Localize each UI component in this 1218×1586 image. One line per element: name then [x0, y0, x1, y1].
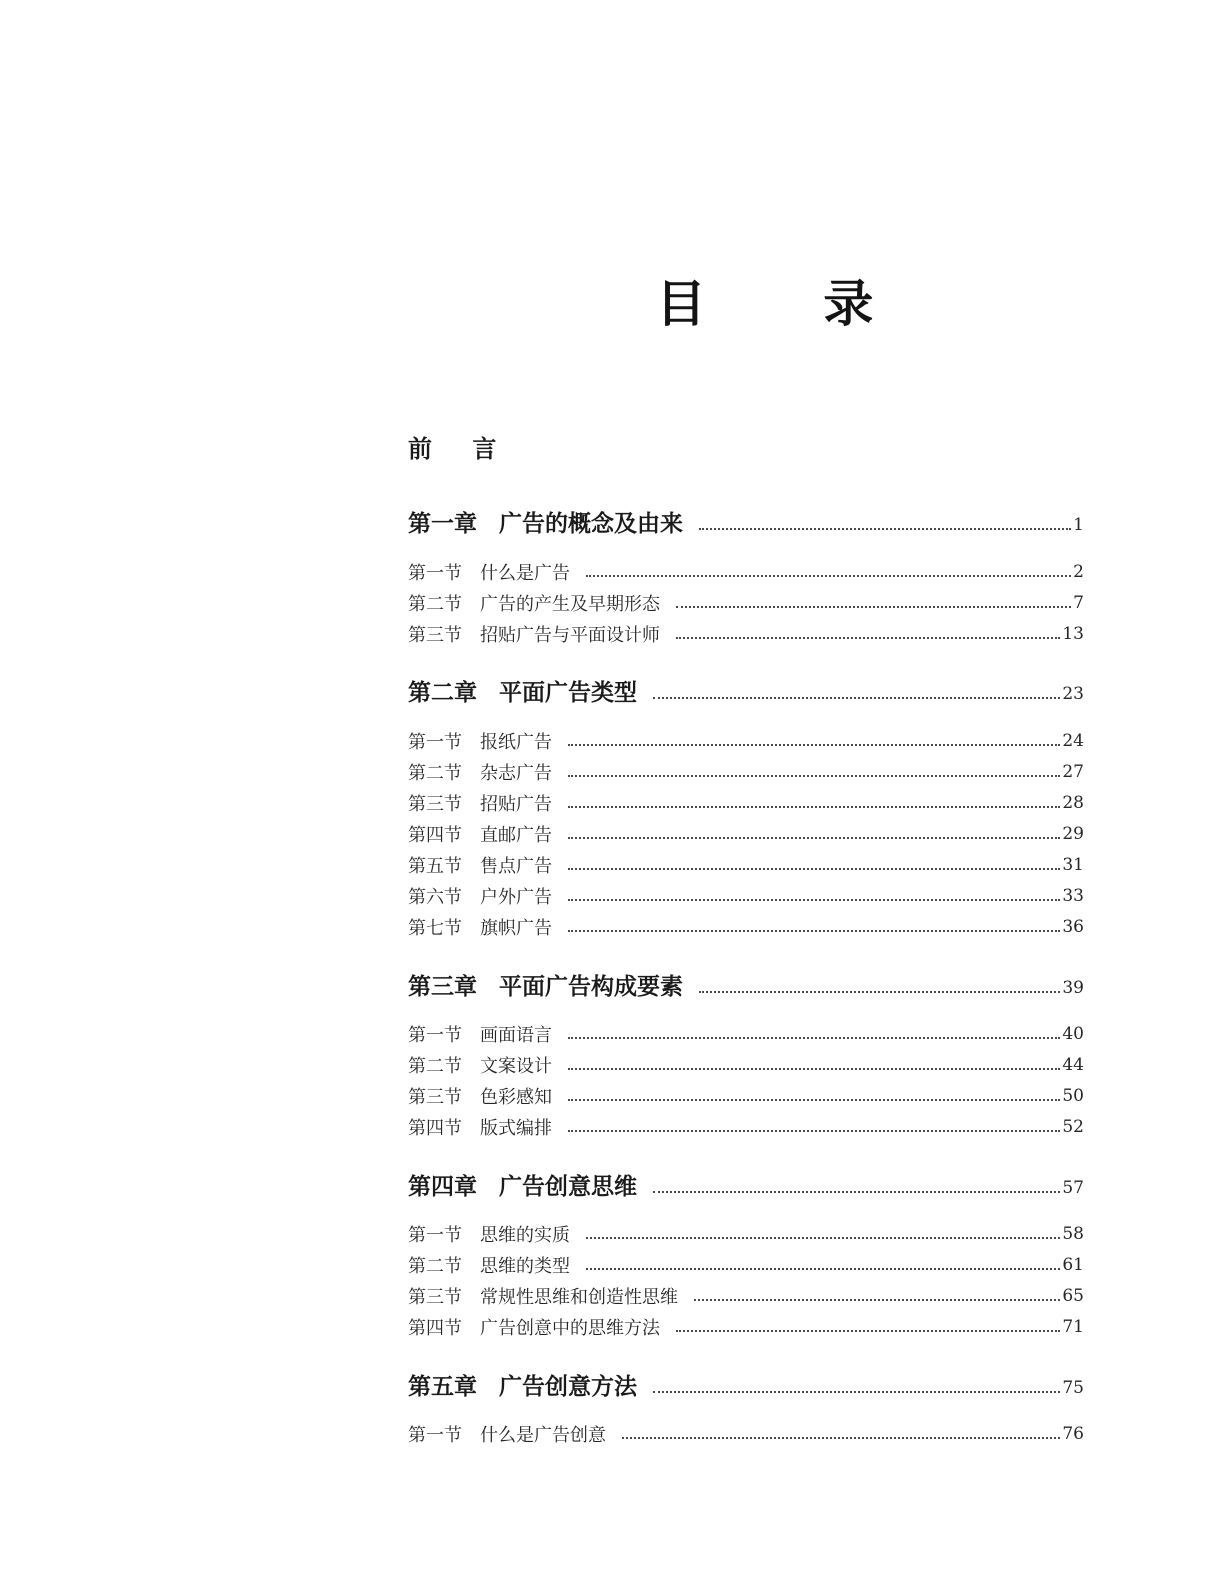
dot-leader [568, 775, 1060, 777]
page-number: 29 [1062, 824, 1084, 844]
toc-section-2-5[interactable] [408, 852, 1084, 878]
page-number: 2 [1073, 562, 1084, 582]
page-number: 39 [1062, 978, 1084, 998]
section-number: 第一节 [408, 1425, 462, 1446]
toc-section-1-2[interactable] [408, 590, 1084, 616]
section-title: 常规性思维和创造性思维 [480, 1287, 678, 1308]
dot-leader [568, 806, 1060, 808]
chapter-number: 第一章 [408, 510, 477, 537]
section-number: 第四节 [408, 1118, 462, 1139]
toc-section-2-7[interactable] [408, 914, 1084, 940]
dot-leader [586, 1237, 1060, 1239]
toc-section-2-1[interactable] [408, 728, 1084, 754]
page-number: 13 [1062, 624, 1084, 644]
section-number: 第一节 [408, 563, 462, 584]
section-number: 第四节 [408, 825, 462, 846]
section-number: 第二节 [408, 1056, 462, 1077]
page-number: 57 [1062, 1178, 1084, 1198]
dot-leader [568, 1130, 1060, 1132]
page-number: 76 [1062, 1424, 1084, 1444]
dot-leader [699, 991, 1060, 993]
toc-chapter-3[interactable] [408, 967, 1084, 1001]
chapter-number: 第四章 [408, 1173, 477, 1200]
toc-section-2-4[interactable] [408, 821, 1084, 847]
section-title: 户外广告 [480, 887, 552, 908]
toc-section-2-2[interactable] [408, 759, 1084, 785]
section-number: 第二节 [408, 1256, 462, 1277]
dot-leader [568, 899, 1060, 901]
section-number: 第二节 [408, 594, 462, 615]
chapter-title: 广告创意思维 [499, 1173, 637, 1200]
dot-leader [568, 1037, 1060, 1039]
dot-leader [676, 606, 1071, 608]
dot-leader [653, 697, 1060, 699]
dot-leader [676, 1330, 1060, 1332]
chapter-number: 第二章 [408, 679, 477, 706]
toc-chapter-1[interactable] [408, 504, 1084, 538]
toc-section-4-2[interactable] [408, 1252, 1084, 1278]
section-title: 广告创意中的思维方法 [480, 1318, 660, 1339]
section-number: 第二节 [408, 763, 462, 784]
toc-chapter-2[interactable] [408, 673, 1084, 707]
dot-leader [653, 1191, 1060, 1193]
toc-section-4-1[interactable] [408, 1221, 1084, 1247]
toc-section-3-2[interactable] [408, 1052, 1084, 1078]
dot-leader [694, 1299, 1060, 1301]
dot-leader [653, 1391, 1060, 1393]
toc-section-1-1[interactable] [408, 559, 1084, 585]
section-title: 版式编排 [480, 1118, 552, 1139]
chapter-title: 广告的概念及由来 [499, 510, 683, 537]
dot-leader [586, 575, 1071, 577]
page-number: 65 [1062, 1286, 1084, 1306]
page-number: 44 [1062, 1055, 1084, 1075]
toc-section-2-3[interactable] [408, 790, 1084, 816]
toc-section-4-3[interactable] [408, 1283, 1084, 1309]
section-title: 色彩感知 [480, 1087, 552, 1108]
section-title: 思维的实质 [480, 1225, 570, 1246]
toc-section-5-1[interactable] [408, 1421, 1084, 1447]
page-number: 31 [1062, 855, 1084, 875]
section-number: 第一节 [408, 1225, 462, 1246]
toc-section-3-3[interactable] [408, 1083, 1084, 1109]
chapter-number: 第三章 [408, 973, 477, 1000]
section-number: 第三节 [408, 1287, 462, 1308]
page-number: 24 [1062, 731, 1084, 751]
dot-leader [568, 1068, 1060, 1070]
toc-entry-preface[interactable]: 前 言 [408, 433, 513, 463]
dot-leader [699, 528, 1071, 530]
section-title: 广告的产生及早期形态 [480, 594, 660, 615]
chapter-title: 平面广告类型 [499, 679, 637, 706]
section-title: 售点广告 [480, 856, 552, 877]
dot-leader [568, 744, 1060, 746]
toc-section-3-1[interactable] [408, 1021, 1084, 1047]
section-number: 第一节 [408, 1025, 462, 1046]
section-title: 招贴广告 [480, 794, 552, 815]
section-title: 什么是广告 [480, 563, 570, 584]
page-number: 33 [1062, 886, 1084, 906]
section-title: 什么是广告创意 [480, 1425, 606, 1446]
page-number: 1 [1073, 515, 1084, 535]
page-number: 61 [1062, 1255, 1084, 1275]
dot-leader [568, 837, 1060, 839]
dot-leader [622, 1437, 1060, 1439]
section-number: 第三节 [408, 625, 462, 646]
chapter-title: 广告创意方法 [499, 1373, 637, 1400]
section-number: 第三节 [408, 794, 462, 815]
chapter-number: 第五章 [408, 1373, 477, 1400]
page-number: 7 [1073, 593, 1084, 613]
toc-section-3-4[interactable] [408, 1114, 1084, 1140]
section-title: 画面语言 [480, 1025, 552, 1046]
section-title: 报纸广告 [480, 732, 552, 753]
section-number: 第七节 [408, 918, 462, 939]
section-number: 第三节 [408, 1087, 462, 1108]
section-title: 直邮广告 [480, 825, 552, 846]
page-number: 27 [1062, 762, 1084, 782]
chapter-title: 平面广告构成要素 [499, 973, 683, 1000]
page-number: 50 [1062, 1086, 1084, 1106]
page-number: 75 [1062, 1378, 1084, 1398]
section-title: 旗帜广告 [480, 918, 552, 939]
toc-section-4-4[interactable] [408, 1314, 1084, 1340]
dot-leader [568, 1099, 1060, 1101]
toc-chapter-5[interactable] [408, 1367, 1084, 1401]
dot-leader [586, 1268, 1060, 1270]
page-number: 23 [1062, 684, 1084, 704]
page-number: 52 [1062, 1117, 1084, 1137]
dot-leader [568, 930, 1060, 932]
page-number: 58 [1062, 1224, 1084, 1244]
dot-leader [676, 637, 1060, 639]
page-title: 目 录 [656, 275, 924, 333]
page-number: 71 [1062, 1317, 1084, 1337]
page-number: 40 [1062, 1024, 1084, 1044]
section-number: 第一节 [408, 732, 462, 753]
toc-chapter-4[interactable] [408, 1167, 1084, 1201]
section-title: 杂志广告 [480, 763, 552, 784]
toc-section-2-6[interactable] [408, 883, 1084, 909]
section-title: 思维的类型 [480, 1256, 570, 1277]
section-title: 文案设计 [480, 1056, 552, 1077]
dot-leader [568, 868, 1060, 870]
page-number: 28 [1062, 793, 1084, 813]
section-number: 第四节 [408, 1318, 462, 1339]
section-number: 第五节 [408, 856, 462, 877]
toc-section-1-3[interactable] [408, 621, 1084, 647]
section-title: 招贴广告与平面设计师 [480, 625, 660, 646]
section-number: 第六节 [408, 887, 462, 908]
page-number: 36 [1062, 917, 1084, 937]
